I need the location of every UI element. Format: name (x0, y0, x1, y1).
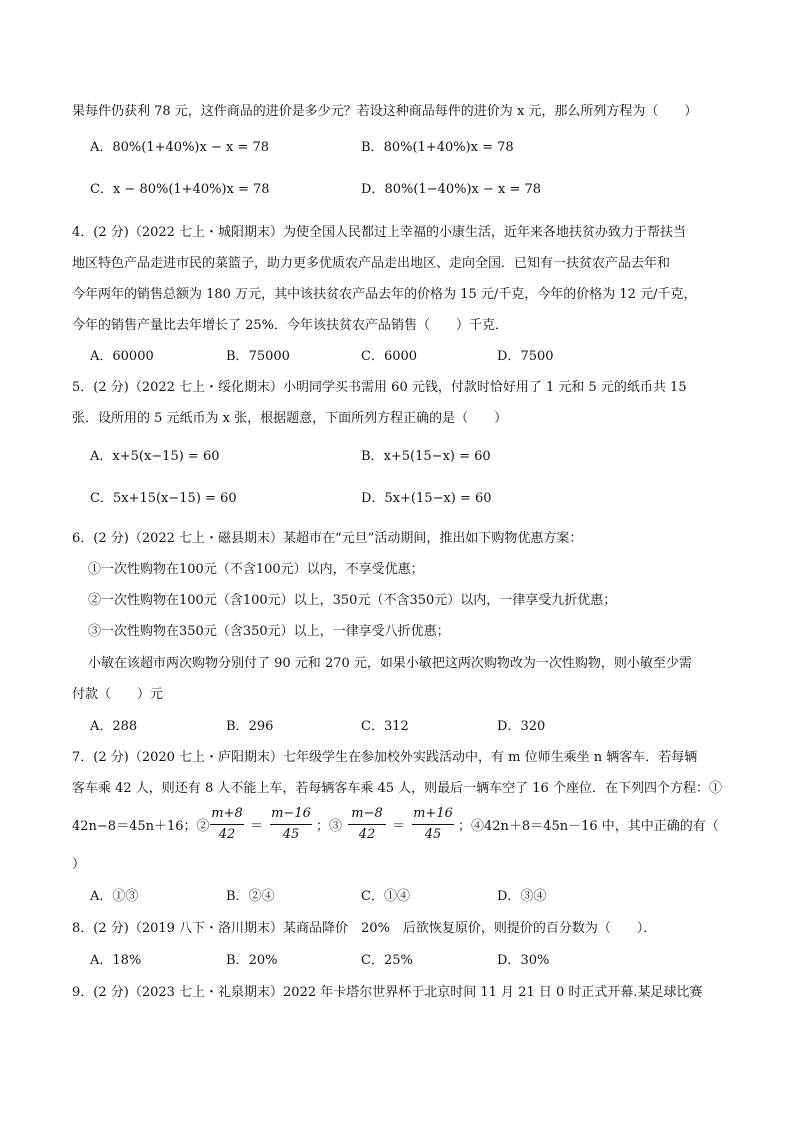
q4-option-a: A．60000 (90, 349, 154, 364)
q6-option-c: C．312 (361, 719, 409, 734)
q6-rule-3: ③一次性购物在350元（含350元）以上，一律享受八折优惠； (88, 624, 450, 639)
q3-option-b: B．80%(1+40%)x = 78 (361, 140, 514, 155)
q7-equals-2: ＝ (392, 819, 406, 834)
q4-option-d: D．7500 (497, 349, 554, 364)
q7-fraction-3 (348, 806, 386, 843)
q3-option-c: C．x − 80%(1+40%)x = 78 (90, 182, 270, 197)
q7-fraction-4-denominator: 45 (424, 827, 442, 842)
q8-option-c: C．25% (361, 953, 413, 968)
q6-rule-2: ②一次性购物在100元（含100元）以上，350元（不含350元）以内，一律享受九折优惠； (88, 593, 617, 608)
q7-equals-1: ＝ (250, 819, 264, 834)
q7-eq-part-3: ；④42n＋8＝45n－16 中，其中正确的有（ (458, 819, 719, 834)
q5-line-1: 5．(2 分)（2022 七上・绥化期末）小明同学买书需用 60 元钱，付款时恰好用了 1 元和 5 元的纸币共 15 (72, 380, 687, 395)
q7-fraction-3-denominator: 42 (358, 827, 376, 842)
q4-line-3: 今年两年的销售总额为 180 万元，其中该扶贫农产品去年的价格为 15 元/千克，今年的价格为 12 元/千克， (72, 287, 697, 302)
q7-fraction-1-denominator: 42 (218, 827, 236, 842)
q7-option-d: D．③④ (497, 889, 547, 904)
q6-rule-1: ①一次性购物在100元（不含100元）以内，不享受优惠； (88, 562, 424, 577)
q5-option-c: C．5x+15(x−15) = 60 (90, 491, 237, 506)
q7-fraction-2-numerator: m−16 (271, 806, 311, 821)
q7-fraction-4-numerator: m+16 (413, 806, 453, 821)
q7-line-2: 客车乘 42 人，则还有 8 人不能上车，若每辆客车乘 45 人，则最后一辆车空了 16 个座位．在下列四个方程：① (72, 781, 722, 796)
q6-line-5: 小敏在该超市两次购物分别付了 90 元和 270 元，如果小敏把这两次购物改为一次性购物，则小敏至少需 (88, 656, 692, 671)
q7-fraction-4 (412, 806, 454, 843)
q7-option-b: B．②④ (226, 889, 275, 904)
q4-line-4: 今年的销售产量比去年增长了 25%．今年该扶贫农产品销售（ ）千克． (72, 318, 509, 333)
q7-line-1: 7．(2 分)（2020 七上・庐阳期末）七年级学生在参加校外实践活动中，有 m 位师生乘坐 n 辆客车．若每辆 (72, 750, 698, 765)
q8-option-b: B．20% (226, 953, 278, 968)
q7-eq-part-2: ；③ (316, 819, 343, 834)
q7-fraction-2-denominator: 45 (282, 827, 300, 842)
q6-line-6: 付款（ ）元 (72, 687, 164, 702)
q9-line-1: 9．(2 分)（2023 七上・礼泉期末）2022 年卡塔尔世界杯于北京时间 11 月 21 日 0 时正式开幕.某足球比赛 (72, 985, 703, 1000)
q5-option-a: A．x+5(x−15) = 60 (90, 449, 220, 464)
q4-option-c: C．6000 (361, 349, 418, 364)
q7-fraction-1 (210, 806, 244, 843)
q7-close-paren: ） (72, 857, 86, 872)
q7-fraction-1-numerator: m+8 (211, 806, 243, 821)
q4-line-1: 4．(2 分)（2022 七上・城阳期末）为使全国人民都过上幸福的小康生活，近年来各地扶贫办致力于帮扶当 (72, 225, 687, 240)
q3-stem-continuation: 果每件仍获利 78 元，这件商品的进价是多少元？若设这种商品每件的进价为 x 元，那么所列方程为（ ） (72, 104, 698, 119)
q5-line-2: 张．设所用的 5 元纸币为 x 张，根据题意，下面所列方程正确的是（ ） (72, 411, 508, 426)
q8-option-d: D．30% (497, 953, 550, 968)
q5-option-d: D．5x+(15−x) = 60 (361, 491, 492, 506)
q6-option-b: B．296 (226, 719, 274, 734)
q7-fraction-2 (270, 806, 312, 843)
q7-option-a: A．①③ (90, 889, 139, 904)
q3-option-a: A．80%(1+40%)x − x = 78 (90, 140, 270, 155)
q7-option-c: C．①④ (361, 889, 410, 904)
q7-eq-part-1: 42n−8＝45n＋16；② (72, 819, 210, 834)
q6-line-1: 6．(2 分)（2022 七上・磁县期末）某超市在“元旦”活动期间，推出如下购物优惠方案： (72, 531, 583, 546)
q4-line-2: 地区特色产品走进市民的菜篮子，助力更多优质农产品走出地区、走向全国．已知有一扶贫农产品去年和 (72, 256, 671, 271)
q3-option-d: D．80%(1−40%)x − x = 78 (361, 182, 542, 197)
q8-option-a: A．18% (90, 953, 142, 968)
q4-option-b: B．75000 (226, 349, 290, 364)
q6-option-a: A．288 (90, 719, 138, 734)
q8-line-1: 8．(2 分)（2019 八下・洛川期末）某商品降价 20% 后欲恢复原价，则提价的百分数为（ ）． (72, 921, 657, 936)
q6-option-d: D．320 (497, 719, 546, 734)
q5-option-b: B．x+5(15−x) = 60 (361, 449, 491, 464)
q7-fraction-3-numerator: m−8 (351, 806, 383, 821)
